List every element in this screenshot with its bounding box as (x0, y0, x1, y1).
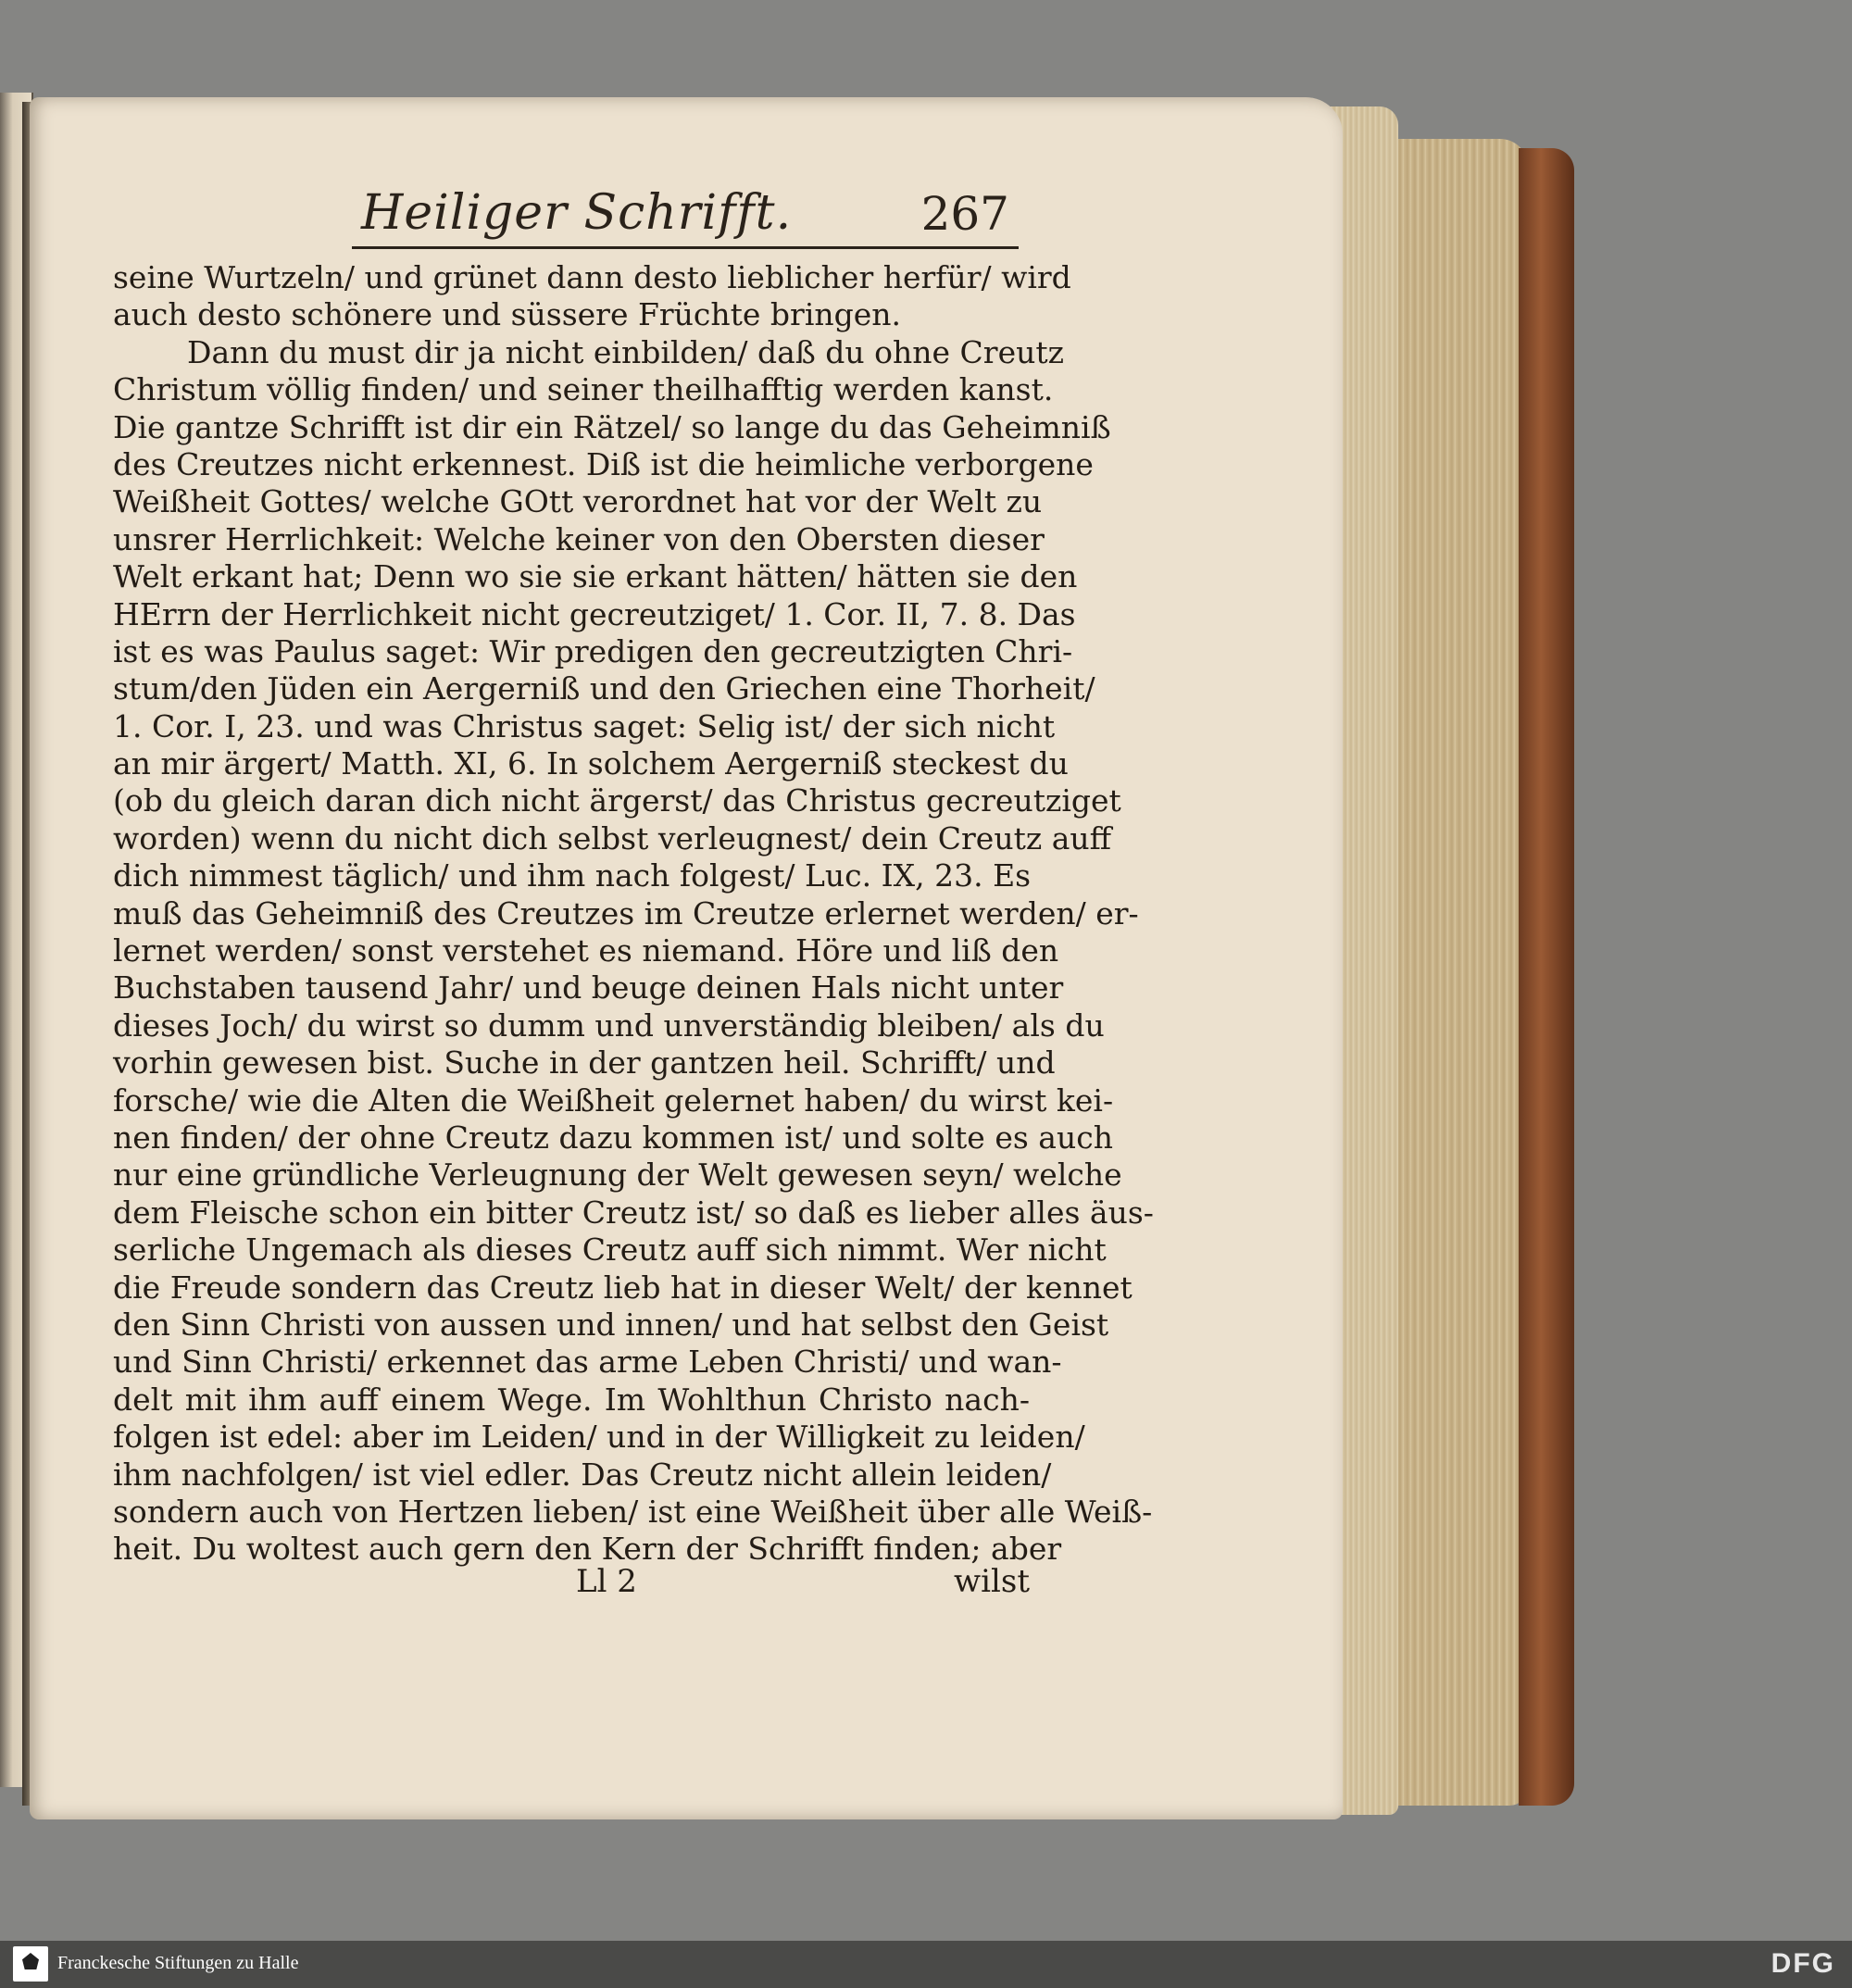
text-line: Christum völlig finden/ und seiner theilhafftig werden kanst. (113, 371, 1054, 408)
text-line: 1. Cor. I, 23. und was Christus saget: Selig ist/ der sich nicht (113, 707, 1056, 744)
text-line: folgen ist edel: aber im Leiden/ und in der Willigkeit zu leiden/ (113, 1419, 1085, 1456)
catchword: wilst (954, 1563, 1030, 1600)
library-logo-icon[interactable] (13, 1946, 48, 1982)
running-head (361, 185, 1009, 250)
text-line: vorhin gewesen bist. Suche in der gantzen heil. Schrifft/ und (113, 1044, 1056, 1082)
book-cover (1519, 148, 1574, 1806)
text-line: nur eine gründliche Verleugnung der Welt gewesen seyn/ welche (113, 1157, 1122, 1194)
text-line: Buchstaben tausend Jahr/ und beuge deinen Hals nicht unter (113, 969, 1064, 1007)
text-line: delt mit ihm auff einem Wege. Im Wohlthun Christo nach- (113, 1381, 1030, 1418)
viewer-footer-bar (0, 1941, 1852, 1988)
body-text (113, 259, 1154, 1569)
text-line: lernet werden/ sonst verstehet es niemand. Höre und liß den (113, 932, 1059, 969)
text-line: nen finden/ der ohne Creutz dazu kommen ist/ und solte es auch (113, 1119, 1113, 1156)
library-name-link[interactable]: Franckesche Stiftungen zu Halle (57, 1953, 299, 1973)
text-line: muß das Geheimniß des Creutzes im Creutze erlernet werden/ er- (113, 894, 1139, 931)
text-line: seine Wurtzeln/ und grünet dann desto lieblicher herfür/ wird (113, 259, 1071, 295)
text-line: worden) wenn du nicht dich selbst verleugnest/ dein Creutz auff (113, 819, 1112, 856)
text-line: die Freude sondern das Creutz lieb hat in dieser Welt/ der kennet (113, 1269, 1132, 1306)
text-block-edge (1389, 139, 1528, 1806)
text-line: Weißheit Gottes/ welche GOtt verordnet hat vor der Welt zu (113, 483, 1043, 520)
page-number: 267 (920, 187, 1009, 241)
text-line: (ob du gleich daran dich nicht ärgerst/ das Christus gecreutziget (113, 782, 1121, 819)
signature-mark: Ll 2 (576, 1563, 637, 1600)
text-line: unsrer Herrlichkeit: Welche keiner von den Obersten dieser (113, 520, 1045, 557)
dfg-logo[interactable]: DFG (1771, 1948, 1835, 1979)
text-line: den Sinn Christi von aussen und innen/ und hat selbst den Geist (113, 1306, 1109, 1343)
running-title: Heiliger Schrifft. (361, 185, 793, 241)
text-line: Dann du must dir ja nicht einbilden/ daß du ohne Creutz (187, 333, 1064, 370)
text-line: sondern auch von Hertzen lieben/ ist eine Weißheit über alle Weiß- (113, 1493, 1153, 1530)
text-line: Welt erkant hat; Denn wo sie sie erkant hätten/ hätten sie den (113, 558, 1078, 595)
text-line: ist es was Paulus saget: Wir predigen den gecreutzigten Chri- (113, 632, 1073, 669)
text-line: an mir ärgert/ Matth. XI, 6. In solchem Aergerniß steckest du (113, 745, 1069, 782)
header-rule (352, 246, 1019, 249)
text-line: des Creutzes nicht erkennest. Diß ist die heimliche verborgene (113, 445, 1094, 482)
text-line: dieses Joch/ du wirst so dumm und unverständig bleiben/ als du (113, 1007, 1105, 1044)
page-footer (113, 1563, 1030, 1600)
text-line: auch desto schönere und süssere Früchte bringen. (113, 296, 902, 333)
text-line: ihm nachfolgen/ ist viel edler. Das Creutz nicht allein leiden/ (113, 1456, 1052, 1493)
text-line: stum/den Jüden ein Aergerniß und den Griechen eine Thorheit/ (113, 670, 1095, 707)
text-line: serliche Ungemach als dieses Creutz auff sich nimmt. Wer nicht (113, 1232, 1107, 1269)
text-line: heit. Du woltest auch gern den Kern der Schrifft finden; aber (113, 1531, 1062, 1568)
text-line: Die gantze Schrifft ist dir ein Rätzel/ so lange du das Geheimniß (113, 408, 1111, 445)
text-line: dich nimmest täglich/ und ihm nach folgest/ Luc. IX, 23. Es (113, 857, 1032, 894)
text-line: und Sinn Christi/ erkennet das arme Leben Christi/ und wan- (113, 1344, 1062, 1381)
text-line: forsche/ wie die Alten die Weißheit gelernet haben/ du wirst kei- (113, 1082, 1114, 1119)
text-line: dem Fleische schon ein bitter Creutz ist/ so daß es lieber alles äus- (113, 1194, 1154, 1231)
text-line: HErrn der Herrlichkeit nicht gecreutziget/ 1. Cor. II, 7. 8. Das (113, 595, 1076, 632)
